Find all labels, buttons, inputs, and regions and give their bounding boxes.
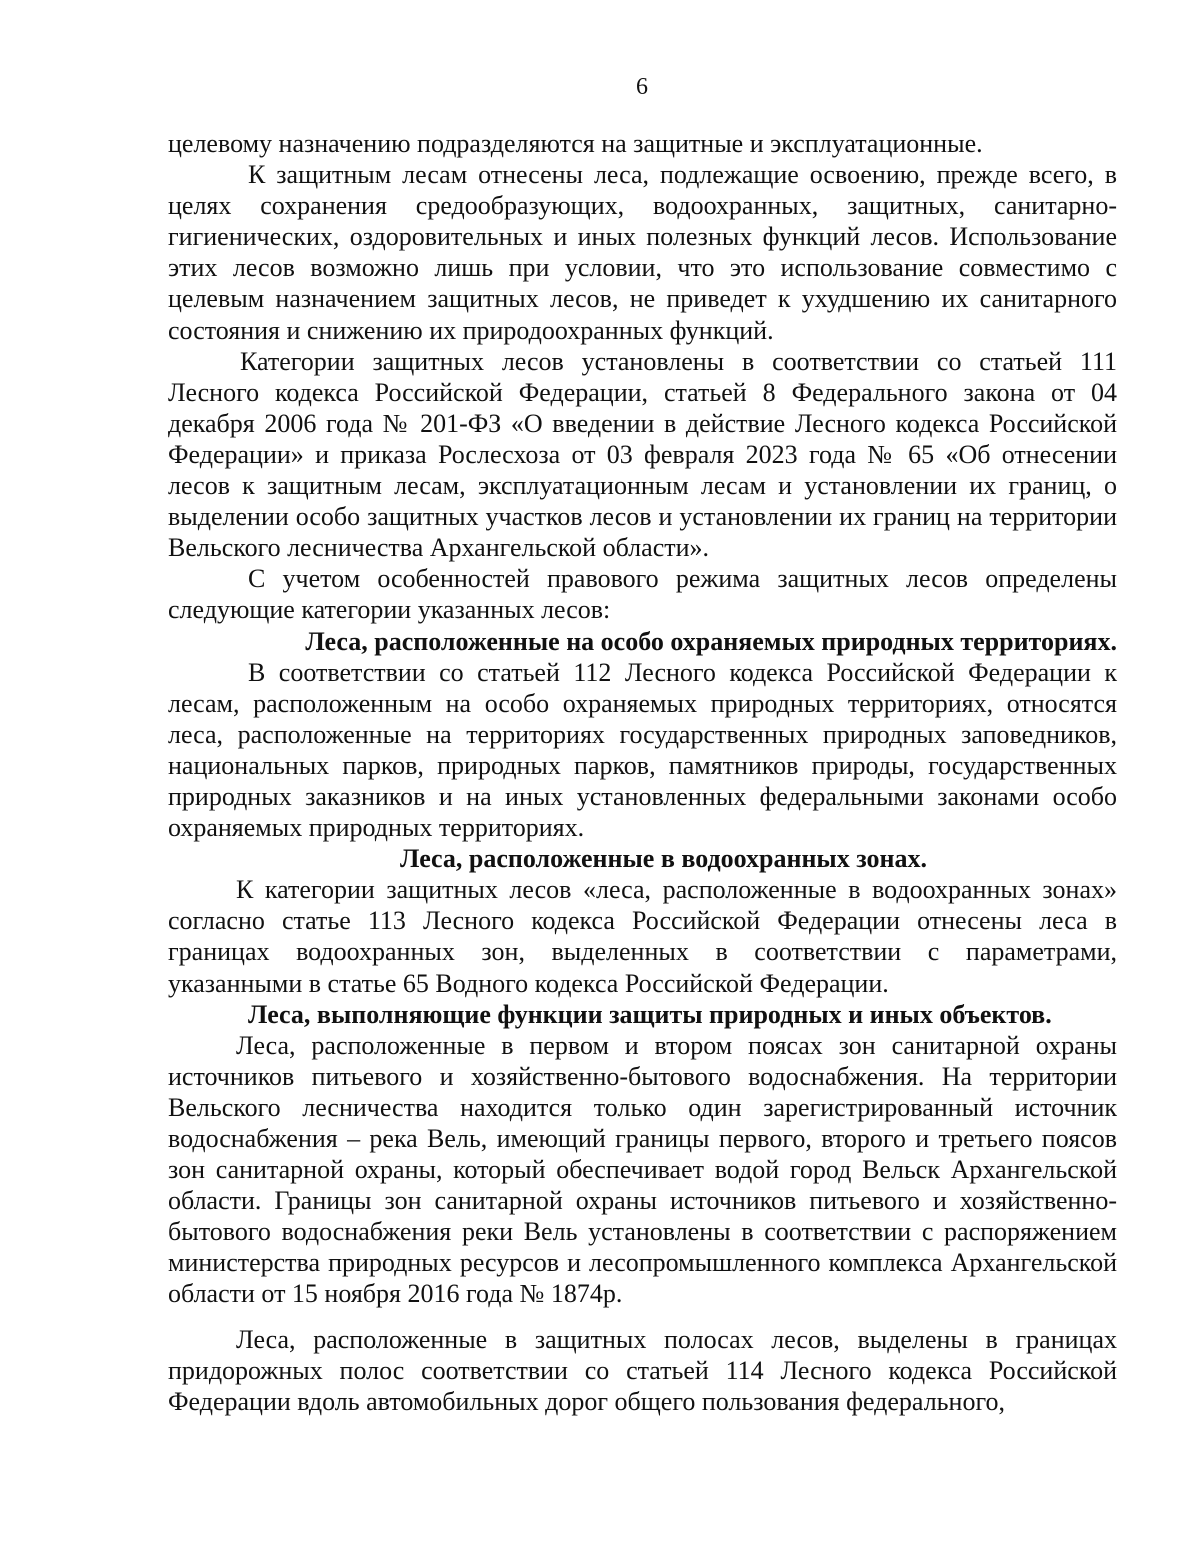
heading-protection-functions: Леса, выполняющие функции защиты природных и иных объектов.	[248, 999, 1052, 1029]
page-number: 6	[636, 74, 648, 100]
paragraph-protective-forests-definition: К защитным лесам отнесены леса, подлежащие освоению, прежде всего, в целях сохранения средообразующих, водоохранных, защитных, санитарно-гигиенических, оздоровительных и иных полезных функций лесов. Использование этих лесов возможно лишь при условии, что это использование совместимо с целевым назначением защитных лесов, не приведет к ухудшению их санитарного состояния и снижению их природоохранных функций.	[168, 160, 1117, 345]
paragraph-protective-strips: Леса, расположенные в защитных полосах лесов, выделены в границах придорожных полос соответствии со статьей 114 Лесного кодекса Российской Федерации вдоль автомобильных дорог общего пользования федерального,	[168, 1324, 1117, 1416]
paragraph-intro-continuation: целевому назначению подразделяются на защитные и эксплуатационные.	[168, 129, 983, 158]
paragraph-water-protection-zones: К категории защитных лесов «леса, расположенные в водоохранных зонах» согласно статье 113 Лесного кодекса Российской Федерации отнесены леса в границах водоохранных зон, выделенных в соответствии с параметрами, указанными в статье 65 Водного кодекса Российской Федерации.	[168, 875, 1117, 998]
paragraph-protective-forest-categories-legal-basis: Категории защитных лесов установлены в соответствии со статьей 111 Лесного кодекса Российской Федерации, статьей 8 Федерального закона от 04 декабря 2006 года № 201-ФЗ «О введении в действие Лесного кодекса Российской Федерации» и приказа Рослесхоза от 03 февраля 2023 года № 65 «Об отнесении лесов к защитным лесам, эксплуатационным лесам и установлении их границ, о выделении особо защитных участков лесов и установлении их границ на территории Вельского лесничества Архангельской области».	[168, 346, 1117, 563]
paragraph-protected-natural-areas: В соответствии со статьей 112 Лесного кодекса Российской Федерации к лесам, расположенным на особо охраняемых природных территориях, относятся леса, расположенные на территориях государственных природных заповедников, национальных парков, природных парков, памятников природы, государственных природных заказников и на иных установленных федеральными законами особо охраняемых природных территориях.	[168, 657, 1117, 843]
heading-protected-natural-areas: Леса, расположенные на особо охраняемых природных территориях.	[305, 626, 1117, 656]
document-body	[168, 128, 1117, 1417]
paragraph-sanitary-protection-zones: Леса, расположенные в первом и втором поясах зон санитарной охраны источников питьевого и хозяйственно-бытового водоснабжения. На территории Вельского лесничества находится только один зарегистрированный источник водоснабжения – река Вель, имеющий границы первого, второго и третьего поясов зон санитарной охраны, который обеспечивает водой город Вельск Архангельской области. Границы зон санитарной охраны источников питьевого и хозяйственно-бытового водоснабжения реки Вель установлены в соответствии с распоряжением министерства природных ресурсов и лесопромышленного комплекса Архангельской области от 15 ноября 2016 года № 1874р.	[168, 1030, 1117, 1309]
heading-water-protection-zones: Леса, расположенные в водоохранных зонах.	[400, 844, 927, 874]
paragraph-categories-intro: С учетом особенностей правового режима защитных лесов определены следующие категории указанных лесов:	[168, 564, 1117, 625]
